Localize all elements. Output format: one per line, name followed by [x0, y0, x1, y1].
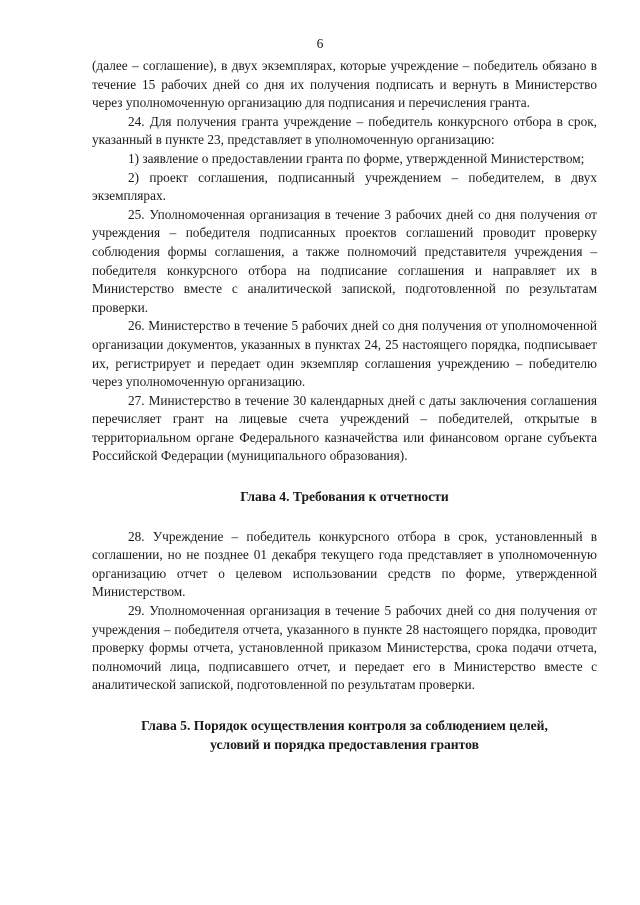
chapter-5-heading-line-2: условий и порядка предоставления грантов — [210, 736, 479, 752]
document-body — [92, 57, 597, 754]
paragraph-28: 28. Учреждение – победитель конкурсного отбора в срок, установленный в соглашении, но не позднее 01 декабря текущего года представляет в уполномоченную организацию отчет о целевом использовании средств по форме, утвержденной Министерством. — [92, 528, 597, 600]
paragraph-25: 25. Уполномоченная организация в течение 3 рабочих дней со дня получения от учреждения – победителя подписанных проектов соглашений проводит проверку соблюдения формы соглашения, а также полномочий представителя учреждения – победителя конкурсного отбора на подписание соглашения и направляет их в Министерство вместе с аналитической запиской, подготовленной по результатам проверки. — [92, 206, 597, 315]
paragraph-29: 29. Уполномоченная организация в течение 5 рабочих дней со дня получения от учреждения – победителя отчета, указанного в пункте 28 настоящего порядка, проводит проверку формы отчета, установленной приказом Министерства, срока подачи отчета, полномочий лица, подписавшего отчет, и передает его в Министерство вместе с аналитической запиской, подготовленной по результатам проверки. — [92, 603, 597, 693]
paragraph-27: 27. Министерство в течение 30 календарных дней с даты заключения соглашения перечисляет грант на лицевые счета учреждений – победителей, открытые в территориальном органе Федерального казначейства или финансовом органе субъекта Российской Федерации (муниципального образования). — [92, 392, 597, 464]
paragraph-26: 26. Министерство в течение 5 рабочих дней со дня получения от уполномоченной организации документов, указанных в пунктах 24, 25 настоящего порядка, подписывает их, регистрирует и передает один экземпляр соглашения учреждению – победителю через уполномоченную организацию. — [92, 318, 597, 390]
page-number: 6 — [316, 36, 324, 51]
paragraph-continuation: (далее – соглашение), в двух экземплярах, которые учреждение – победитель обязано в течение 15 рабочих дней со дня их получения подписать и вернуть в Министерство через уполномоченную организацию для подписания и перечисления гранта. — [92, 58, 597, 111]
paragraph-24: 24. Для получения гранта учреждение – победитель конкурсного отбора в срок, указанный в пункте 23, представляет в уполномоченную организацию: — [92, 113, 597, 148]
spacer — [92, 507, 597, 528]
paragraph-24-item-1: 1) заявление о предоставлении гранта по форме, утвержденной Министерством; — [128, 150, 585, 166]
spacer — [92, 466, 597, 488]
chapter-5-heading-line-1: Глава 5. Порядок осуществления контроля за соблюдением целей, — [141, 718, 548, 733]
chapter-4-heading: Глава 4. Требования к отчетности — [240, 489, 449, 505]
spacer — [92, 695, 597, 717]
paragraph-24-item-2: 2) проект соглашения, подписанный учреждением – победителем, в двух экземплярах. — [92, 169, 597, 204]
